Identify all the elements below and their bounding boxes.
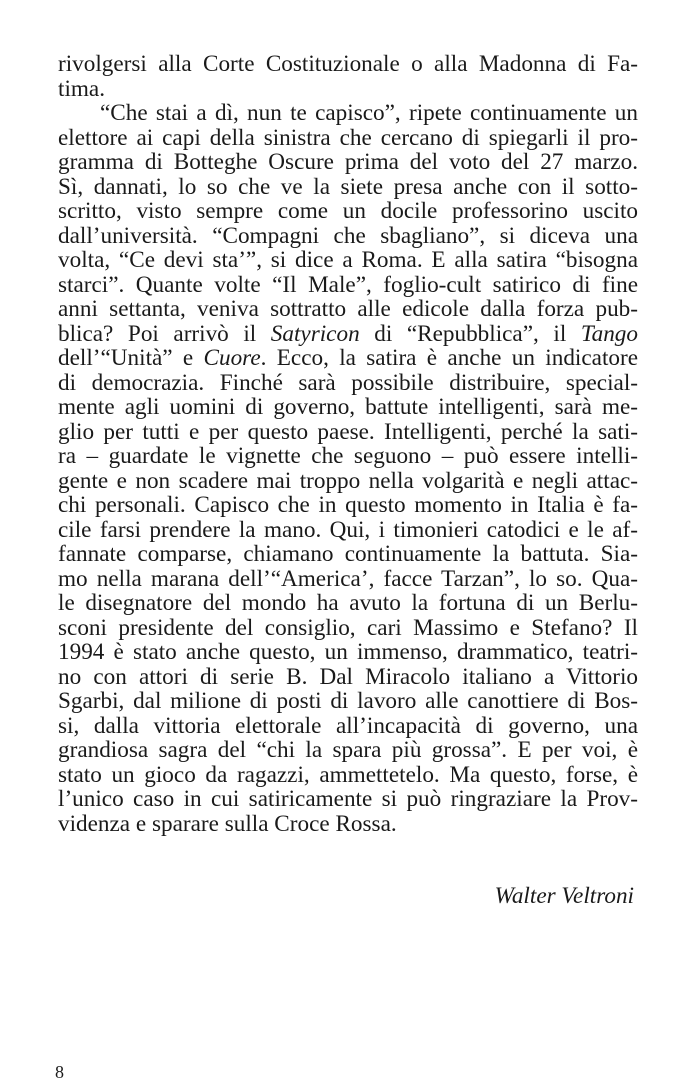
text-line [58,322,638,347]
text-line: volta, “Ce devi sta’”, si dice a Roma. E alla satira “bisogna [58,247,638,273]
text-line: le disegnatore del mondo ha avuto la fortuna di un Berlu- [58,590,638,616]
text-line: sconi presidente del consiglio, cari Massimo e Stefano? Il [58,614,638,641]
text-line: glio per tutti e per questo paese. Intelligenti, perché la sati- [58,418,638,445]
text-line: dall’università. “Compagni che sbagliano”, si diceva una [58,222,638,249]
text-line: videnza e sparare sulla Croce Rossa. [58,810,397,837]
text-line: di democrazia. Finché sarà possibile distribuire, special- [58,369,638,396]
text-line: Sì, dannati, lo so che ve la siete presa anche con il sotto- [58,173,638,200]
italic-title: Cuore [203,345,261,371]
text-line: l’unico caso in cui satiricamente si può ringraziare la Prov- [58,786,638,812]
text-line: cile farsi prendere la mano. Qui, i timonieri catodici e le af- [58,516,638,543]
page-number: 8 [55,1062,64,1082]
text-line: ra – guardate le vignette che seguono – può essere intelli- [58,443,638,469]
text-line: chi personali. Capisco che in questo momento in Italia è fa- [58,492,638,518]
signature: Walter Veltroni [494,883,634,909]
text-line: stato un gioco da ragazzi, ammettetelo. Ma questo, forse, è [58,761,638,788]
text-line: Sgarbi, dal milione di posti di lavoro alle canottiere di Bos- [58,688,638,714]
text-line: no con attori di serie B. Dal Miracolo italiano a Vittorio [58,663,638,690]
text-line: gramma di Botteghe Oscure prima del voto del 27 marzo. [58,149,638,175]
italic-title: Satyricon [270,320,360,347]
text-line: mente agli uomini di governo, battute intelligenti, sarà me- [58,394,638,420]
text-line: starci”. Quante volte “Il Male”, foglio-cult satirico di fine [58,271,638,298]
text-line: “Che stai a dì, nun te capisco”, ripete continuamente un [100,100,638,126]
text-line [58,346,638,371]
text-line: anni settanta, veniva sottratto alle edicole dalla forza pub- [58,296,638,322]
text-line: si, dalla vittoria elettorale all’incapacità di governo, una [58,712,638,739]
italic-title: Tango [580,320,638,347]
text-segment: blica? Poi arrivò il [58,320,271,347]
text-line: 1994 è stato anche questo, un immenso, drammatico, teatri- [58,639,638,665]
text-line: grandiosa sagra del “chi la spara più grossa”. E per voi, è [58,737,638,763]
text-line: mo nella marana dell’“America’, facce Tarzan”, lo so. Qua- [58,565,638,592]
text-segment: . Ecco, la satira è anche un indicatore [260,345,638,371]
text-line: fannate comparse, chiamano continuamente la battuta. Sia- [58,541,638,567]
text-line: rivolgersi alla Corte Costituzionale o alla Madonna di Fa- [58,51,638,77]
text-line: scritto, visto sempre come un docile professorino uscito [58,198,638,224]
text-segment: di “Repubblica”, il [359,320,581,347]
body-text [58,52,638,836]
text-line: elettore ai capi della sinistra che cercano di spiegarli il pro- [58,124,638,151]
text-line: gente e non scadere mai troppo nella volgarità e negli attac- [58,467,638,494]
text-line: tima. [58,75,106,102]
text-segment: dell’“Unità” e [58,345,204,371]
